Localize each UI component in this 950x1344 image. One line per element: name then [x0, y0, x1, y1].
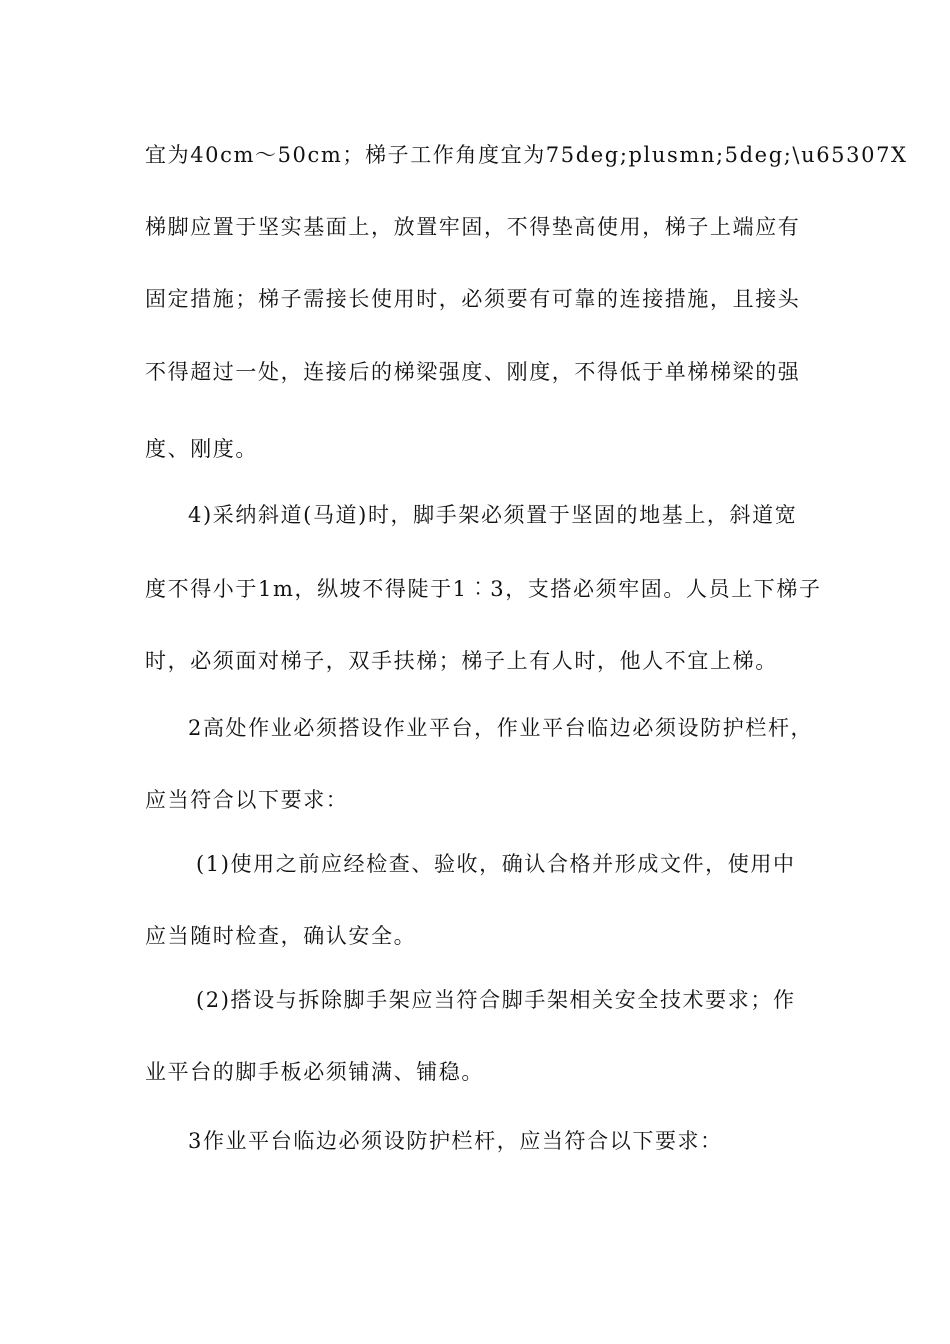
- paragraph-4-line-3: 时，必须面对梯子，双手扶梯；梯子上有人时，他人不宜上梯。: [145, 649, 778, 673]
- section-3-line-1: 3作业平台临边必须设防护栏杆，应当符合以下要求：: [188, 1129, 723, 1153]
- item-1-line-2: 应当随时检查，确认安全。: [145, 924, 417, 948]
- paragraph-4-line-2: 度不得小于1m，纵坡不得陡于1︰3，支搭必须牢固。人员上下梯子: [145, 577, 822, 601]
- text-line-5: 度、刚度。: [145, 437, 258, 461]
- text-line-4: 不得超过一处，连接后的梯梁强度、刚度，不得低于单梯梯梁的强: [145, 360, 801, 384]
- paragraph-4-line-1: 4)采纳斜道(马道)时，脚手架必须置于坚固的地基上，斜道宽: [188, 503, 798, 527]
- item-2-line-2: 业平台的脚手板必须铺满、铺稳。: [145, 1060, 484, 1084]
- text-line-2: 梯脚应置于坚实基面上，放置牢固，不得垫高使用，梯子上端应有: [145, 215, 801, 239]
- text-line-3: 固定措施；梯子需接长使用时，必须要有可靠的连接措施，且接头: [145, 287, 801, 311]
- section-2-line-2: 应当符合以下要求：: [145, 788, 349, 812]
- item-2-line-1: (2)搭设与拆除脚手架应当符合脚手架相关安全技术要求；作: [196, 988, 796, 1012]
- text-line-1: 宜为40cm～50cm；梯子工作角度宜为75deg;plusmn;5deg;\u65307X: [145, 143, 908, 167]
- item-1-line-1: (1)使用之前应经检查、验收，确认合格并形成文件，使用中: [196, 852, 796, 876]
- section-2-line-1: 2高处作业必须搭设作业平台，作业平台临边必须设防护栏杆，: [188, 716, 814, 740]
